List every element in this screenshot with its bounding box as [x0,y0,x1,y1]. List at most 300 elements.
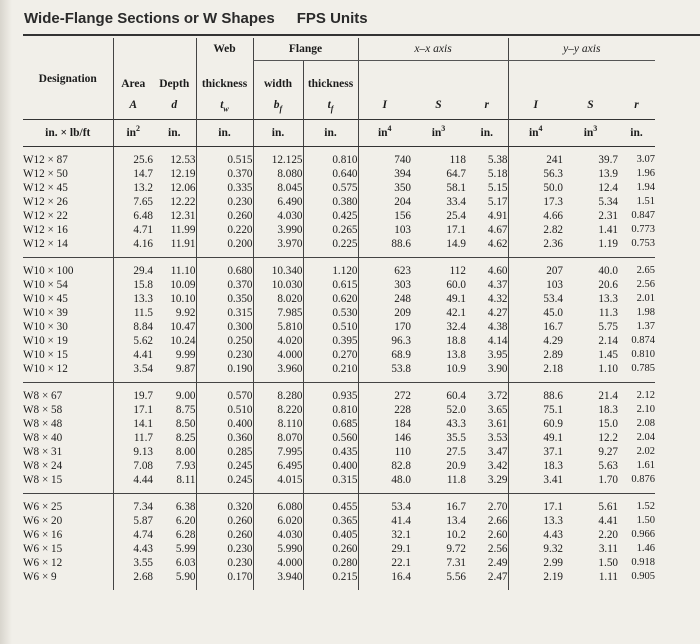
cell-area: 17.1 [113,403,153,417]
cell-depth: 12.06 [170,182,196,194]
flange-thickness-symbol: $t_f$ [303,91,358,120]
cell-ry: 2.01 [636,293,655,304]
cell-iy: 3.41 [508,473,563,494]
cell-flange-width: 8.110 [253,417,303,431]
ix-header: I [358,91,411,120]
cell-flange-thickness: 0.455 [303,494,358,515]
cell-designation: W6 × 25 [23,501,63,513]
unit-ix: $in^4$ [358,120,411,147]
yy-axis-header: y–y axis [508,38,655,61]
cell-flange-width: 4.030 [253,528,303,542]
cell-depth: 10.47 [170,321,196,333]
cell-rx: 4.37 [487,279,508,291]
cell-ix: 204 [358,195,411,209]
table-row [23,181,655,195]
cell-flange-thickness: 0.530 [303,306,358,320]
cell-ry: 2.02 [636,446,655,457]
cell-web-thickness: 0.570 [196,383,253,404]
cell-flange-width: 6.490 [253,195,303,209]
cell-flange-width: 4.015 [253,473,303,494]
area-header: Area [113,38,153,91]
cell-area: 11.5 [113,306,153,320]
cell-iy: 50.0 [508,181,563,195]
cell-flange-thickness: 0.935 [303,383,358,404]
cell-flange-thickness: 0.265 [303,223,358,237]
table-row [23,334,655,348]
cell-iy: 45.0 [508,306,563,320]
cell-flange-thickness: 0.620 [303,292,358,306]
cell-flange-width: 3.990 [253,223,303,237]
cell-ix: 170 [358,320,411,334]
cell-sy: 5.63 [598,460,618,472]
cell-sx: 16.7 [446,501,466,513]
cell-rx: 2.70 [487,501,508,513]
cell-iy: 17.1 [508,494,563,515]
cell-flange-width: 6.020 [253,514,303,528]
table-row [23,195,655,209]
cell-ix: 110 [358,445,411,459]
area-symbol: A [113,91,153,120]
cell-designation: W6 × 9 [23,571,57,583]
cell-designation: W12 × 16 [23,224,68,236]
cell-sy: 1.11 [598,571,618,583]
cell-area: 6.48 [113,209,153,223]
table-body [23,147,655,591]
cell-flange-width: 4.000 [253,556,303,570]
cell-flange-thickness: 0.575 [303,181,358,195]
cell-rx: 5.17 [487,196,508,208]
cell-sy: 1.41 [598,224,618,236]
table-row [23,278,655,292]
cell-ry: 0.773 [631,224,655,235]
xx-axis-header: x–x axis [358,38,508,61]
cell-web-thickness: 0.260 [196,514,253,528]
title-text: Wide-Flange Sections or W Shapes [24,10,275,27]
unit-flange-thickness: in. [303,120,358,147]
cell-flange-width: 3.970 [253,237,303,258]
cell-sy: 18.3 [598,404,618,416]
cell-ry: 2.04 [636,432,655,443]
cell-rx: 5.15 [487,182,508,194]
cell-sy: 12.2 [598,432,618,444]
cell-web-thickness: 0.170 [196,570,253,590]
cell-sy: 1.19 [563,237,618,258]
cell-iy: 75.1 [508,403,563,417]
cell-sx: 5.56 [446,571,466,583]
cell-flange-width: 6.495 [253,459,303,473]
table-row [23,223,655,237]
cell-flange-width: 4.020 [253,334,303,348]
table-row [23,258,655,279]
cell-sy: 4.41 [598,515,618,527]
page-title [24,10,368,27]
table-row [23,494,655,515]
cell-designation: W10 × 45 [23,293,68,305]
cell-ry: 1.37 [636,321,655,332]
cell-ix: 350 [358,181,411,195]
cell-area: 15.8 [113,278,153,292]
cell-depth: 10.09 [170,279,196,291]
cell-sx: 27.5 [446,446,466,458]
unit-iy: $in^4$ [508,120,563,147]
cell-web-thickness: 0.370 [196,167,253,181]
table-row [23,403,655,417]
cell-web-thickness: 0.260 [196,528,253,542]
cell-rx: 5.18 [487,168,508,180]
cell-sy: 1.50 [598,557,618,569]
cell-sy: 13.9 [598,168,618,180]
cell-flange-width: 8.020 [253,292,303,306]
cell-iy: 4.43 [508,528,563,542]
cell-iy: 60.9 [508,417,563,431]
cell-flange-width: 3.960 [253,362,303,383]
scan-shadow [0,0,12,644]
cell-rx: 3.65 [487,404,508,416]
cell-area: 11.7 [113,431,153,445]
table-row [23,459,655,473]
cell-flange-thickness: 0.685 [303,417,358,431]
cell-sy: 11.3 [598,307,618,319]
cell-sy: 2.14 [598,335,618,347]
cell-rx: 3.53 [487,432,508,444]
cell-flange-thickness: 0.640 [303,167,358,181]
cell-depth: 10.24 [170,335,196,347]
cell-flange-thickness: 0.225 [303,237,358,258]
cell-area: 7.65 [113,195,153,209]
cell-web-thickness: 0.230 [196,556,253,570]
depth-header: Depth [159,78,190,90]
cell-flange-width: 8.080 [253,167,303,181]
cell-ix: 41.4 [358,514,411,528]
cell-sx: 42.1 [446,307,466,319]
cell-ry: 0.810 [631,349,655,360]
cell-designation: W10 × 54 [23,279,68,291]
cell-sx: 64.7 [446,168,466,180]
cell-ry: 1.46 [636,543,655,554]
cell-sx: 43.3 [446,418,466,430]
cell-sx: 32.4 [446,321,466,333]
cell-ix: 303 [358,278,411,292]
cell-iy: 4.66 [508,209,563,223]
cell-rx: 3.29 [466,473,508,494]
cell-ry: 0.847 [631,210,655,221]
cell-depth: 12.31 [170,210,196,222]
cell-ry: 0.874 [631,335,655,346]
cell-flange-thickness: 0.560 [303,431,358,445]
cell-ry: 1.50 [636,515,655,526]
cell-rx: 2.47 [487,571,508,583]
cell-web-thickness: 0.320 [196,494,253,515]
cell-depth: 6.03 [175,557,196,569]
cell-iy: 17.3 [508,195,563,209]
cell-designation: W8 × 67 [23,390,63,402]
cell-rx: 4.62 [466,237,508,258]
cell-sx: 33.4 [446,196,466,208]
table-row [23,445,655,459]
cell-sy: 5.75 [598,321,618,333]
cell-sy: 2.20 [598,529,618,541]
cell-sy: 15.0 [598,418,618,430]
cell-ry: 0.966 [631,529,655,540]
cell-flange-thickness: 0.510 [303,320,358,334]
cell-sy: 1.45 [598,349,618,361]
unit-depth: in. [153,120,196,147]
sx-header: S [435,99,442,111]
cell-flange-width: 7.995 [253,445,303,459]
cell-area: 9.13 [113,445,153,459]
cell-iy: 88.6 [508,383,563,404]
cell-ry: 2.65 [636,265,655,276]
cell-iy: 49.1 [508,431,563,445]
cell-ix: 29.1 [358,542,411,556]
cell-ix: 88.6 [358,237,411,258]
cell-web-thickness: 0.230 [196,542,253,556]
unit-sy: $in^3$ [563,120,618,147]
cell-area: 4.43 [113,542,153,556]
cell-ry: 1.61 [636,460,655,471]
cell-ix: 32.1 [358,528,411,542]
cell-area: 4.41 [113,348,153,362]
cell-sy: 3.11 [598,543,618,555]
table-row [23,237,655,258]
flange-thickness-header: thickness [303,61,358,92]
depth-symbol: d [171,99,178,111]
designation-header: Designation [38,72,97,85]
units-row [23,120,655,147]
cell-depth: 7.93 [175,460,196,472]
cell-area: 13.3 [113,292,153,306]
cell-ry: 1.94 [636,182,655,193]
cell-area: 5.62 [113,334,153,348]
cell-ry: 2.12 [636,390,655,401]
cell-ry: 3.07 [636,154,655,165]
cell-ix: 82.8 [358,459,411,473]
cell-depth: 12.19 [170,168,196,180]
cell-flange-width: 3.940 [253,570,303,590]
cell-flange-width: 8.045 [253,181,303,195]
cell-web-thickness: 0.245 [196,473,253,494]
cell-ry: 0.876 [618,473,655,494]
yy-spacer [508,61,655,92]
table-row [23,306,655,320]
cell-flange-width: 12.125 [253,147,303,168]
wide-flange-table [23,38,655,590]
cell-area: 19.7 [113,383,153,404]
cell-sx: 18.8 [446,335,466,347]
cell-area: 29.4 [113,258,153,279]
xx-spacer [358,61,508,92]
cell-flange-width: 8.280 [253,383,303,404]
cell-web-thickness: 0.315 [196,306,253,320]
table-row [23,556,655,570]
cell-ix: 248 [358,292,411,306]
cell-rx: 3.90 [466,362,508,383]
cell-sy: 1.10 [563,362,618,383]
cell-web-thickness: 0.510 [196,403,253,417]
cell-flange-thickness: 0.270 [303,348,358,362]
cell-depth: 8.25 [175,432,196,444]
table-row [23,292,655,306]
header-row-3 [23,91,655,120]
cell-ix: 96.3 [358,334,411,348]
cell-flange-thickness: 0.810 [303,147,358,168]
cell-area: 3.54 [113,362,153,383]
cell-ix: 103 [358,223,411,237]
cell-iy: 37.1 [508,445,563,459]
cell-area: 7.34 [113,494,153,515]
cell-ry: 1.96 [636,168,655,179]
flange-width-symbol: $b_f$ [253,91,303,120]
cell-ry: 0.905 [631,571,655,582]
cell-depth: 6.28 [175,529,196,541]
cell-ry: 1.98 [636,307,655,318]
cell-depth: 8.11 [153,473,196,494]
cell-ry: 0.753 [618,237,655,258]
cell-web-thickness: 0.350 [196,292,253,306]
cell-sx: 60.0 [446,279,466,291]
cell-flange-thickness: 0.405 [303,528,358,542]
cell-designation: W12 × 22 [23,210,68,222]
cell-iy: 2.36 [508,237,563,258]
cell-ix: 184 [358,417,411,431]
cell-flange-width: 4.000 [253,348,303,362]
cell-ry: 1.51 [636,196,655,207]
cell-designation: W6 × 15 [23,543,63,555]
cell-designation: W8 × 15 [23,473,113,494]
cell-sx: 9.72 [446,543,466,555]
cell-flange-width: 10.030 [253,278,303,292]
cell-flange-thickness: 0.435 [303,445,358,459]
cell-ix: 22.1 [358,556,411,570]
cell-depth: 11.99 [170,224,196,236]
cell-iy: 9.32 [508,542,563,556]
cell-designation: W6 × 20 [23,515,63,527]
cell-flange-thickness: 0.260 [303,542,358,556]
cell-iy: 53.4 [508,292,563,306]
cell-sx: 58.1 [446,182,466,194]
cell-area: 3.55 [113,556,153,570]
cell-sx: 14.9 [411,237,466,258]
cell-flange-thickness: 0.315 [303,473,358,494]
units-label: FPS Units [296,10,368,27]
cell-rx: 4.91 [487,210,508,222]
cell-area: 13.2 [113,181,153,195]
cell-designation: W12 × 87 [23,154,68,166]
cell-ix: 156 [358,209,411,223]
cell-iy: 4.29 [508,334,563,348]
cell-sx: 118 [449,154,466,166]
cell-web-thickness: 0.335 [196,181,253,195]
cell-sy: 13.3 [598,293,618,305]
cell-web-thickness: 0.360 [196,431,253,445]
unit-sx: $in^3$ [411,120,466,147]
table-row [23,417,655,431]
table-row [23,167,655,181]
cell-depth: 9.99 [175,349,196,361]
unit-rx: in. [466,120,508,147]
cell-iy: 241 [508,147,563,168]
cell-iy: 2.99 [508,556,563,570]
table-row [23,570,655,590]
cell-sy: 39.7 [598,154,618,166]
cell-ry: 0.785 [618,362,655,383]
cell-sx: 35.5 [446,432,466,444]
cell-flange-width: 6.080 [253,494,303,515]
unit-flange-width: in. [253,120,303,147]
cell-web-thickness: 0.300 [196,320,253,334]
cell-designation: W10 × 19 [23,335,68,347]
cell-web-thickness: 0.260 [196,209,253,223]
cell-sy: 40.0 [598,265,618,277]
cell-rx: 4.27 [487,307,508,319]
cell-web-thickness: 0.230 [196,195,253,209]
cell-ry: 2.56 [636,279,655,290]
cell-iy: 207 [508,258,563,279]
cell-depth: 11.91 [153,237,196,258]
cell-flange-thickness: 0.425 [303,209,358,223]
cell-depth: 5.99 [175,543,196,555]
cell-sx: 49.1 [446,293,466,305]
cell-depth: 8.75 [175,404,196,416]
cell-iy: 18.3 [508,459,563,473]
cell-designation: W10 × 100 [23,265,74,277]
cell-flange-thickness: 0.615 [303,278,358,292]
cell-sx: 60.4 [446,390,466,402]
cell-rx: 3.72 [487,390,508,402]
cell-area: 5.87 [113,514,153,528]
cell-sx: 7.31 [446,557,466,569]
flange-header: Flange [253,38,358,61]
cell-ry: 1.52 [636,501,655,512]
cell-designation: W8 × 58 [23,404,63,416]
cell-web-thickness: 0.200 [196,237,253,258]
unit-web: in. [196,120,253,147]
cell-web-thickness: 0.250 [196,334,253,348]
cell-sy: 20.6 [598,279,618,291]
cell-flange-thickness: 0.395 [303,334,358,348]
cell-flange-thickness: 0.280 [303,556,358,570]
cell-designation: W10 × 39 [23,307,68,319]
cell-ix: 48.0 [358,473,411,494]
cell-ix: 68.9 [358,348,411,362]
cell-designation: W12 × 26 [23,196,68,208]
web-header: Web [196,38,253,61]
cell-rx: 2.60 [487,529,508,541]
cell-rx: 2.56 [487,543,508,555]
cell-sy: 1.70 [563,473,618,494]
cell-ix: 228 [358,403,411,417]
cell-rx: 4.32 [487,293,508,305]
cell-sx: 20.9 [446,460,466,472]
web-thickness-header: thickness [196,61,253,92]
cell-flange-width: 7.985 [253,306,303,320]
cell-flange-thickness: 0.215 [303,570,358,590]
cell-ix: 53.8 [358,362,411,383]
cell-depth: 8.00 [175,446,196,458]
cell-depth: 12.53 [170,154,196,166]
cell-flange-thickness: 1.120 [303,258,358,279]
cell-depth: 11.10 [170,265,196,277]
table-row [23,147,655,168]
cell-sx: 112 [449,265,466,277]
cell-sx: 13.8 [446,349,466,361]
cell-rx: 2.66 [487,515,508,527]
cell-web-thickness: 0.370 [196,278,253,292]
cell-sy: 5.34 [598,196,618,208]
cell-depth: 12.22 [170,196,196,208]
rx-header: r [484,99,489,111]
cell-flange-width: 8.220 [253,403,303,417]
